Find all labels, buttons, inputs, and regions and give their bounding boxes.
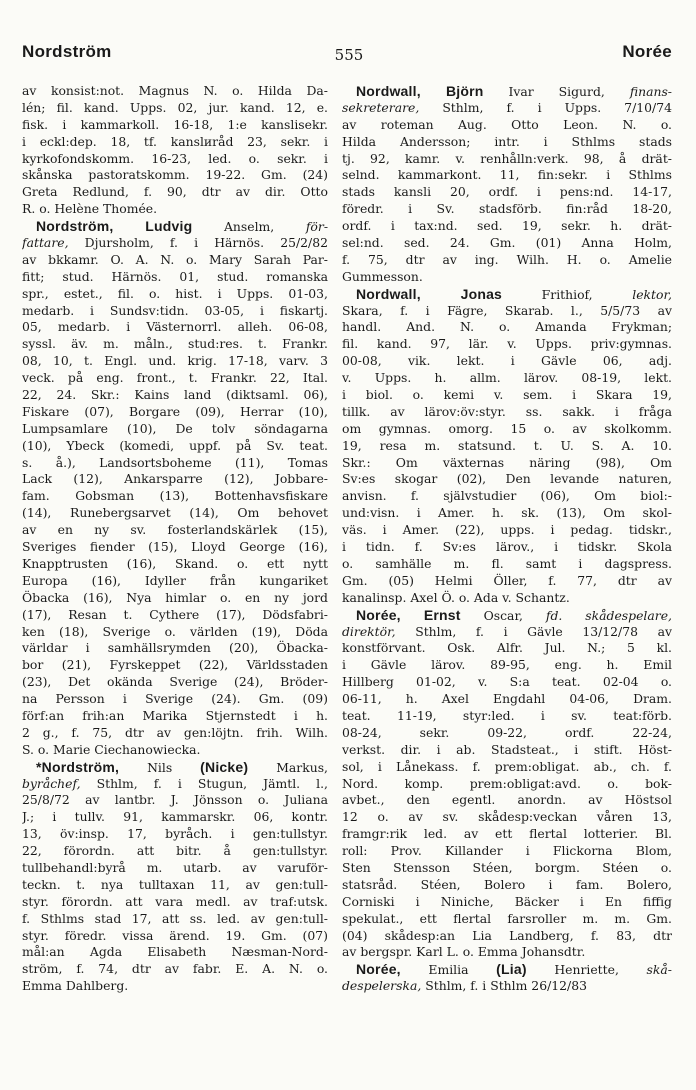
text-line [22, 370, 328, 387]
line-text: 05, medarb. i Västernorrl. alleh. 06-08, [22, 319, 328, 335]
text-line [22, 83, 328, 100]
line-text: lén; fil. kand. Upps. 02, jur. kand. 12, e. [22, 99, 328, 115]
line-text: Frithiof, [502, 286, 633, 302]
text-line [342, 691, 672, 708]
entry-name: Nordwall, Jonas [356, 285, 503, 302]
line-text: mål:an Agda Elisabeth Næsman-Nord- [22, 944, 328, 960]
text-line [22, 911, 328, 928]
text-line [342, 488, 672, 505]
left-column [22, 83, 328, 995]
line-text: (04) skådesp:an Lia Landberg, f. 83, dtr [342, 927, 672, 943]
text-line [342, 522, 672, 539]
text-line [22, 944, 328, 961]
running-head-left: Nordström [22, 42, 112, 61]
line-text: Gummesson. [342, 268, 423, 284]
occupation-italic: direktör, [342, 623, 396, 639]
entry-name: Norée, [356, 961, 401, 978]
text-line [22, 624, 328, 641]
line-text: i tidn. f. Sv:es lärov., i tidskr. Skola [342, 539, 672, 555]
running-head-right: Norée [622, 42, 672, 61]
text-line [342, 269, 672, 286]
line-text: f. 75, dtr av ing. Wilh. H. o. Amelie [342, 251, 672, 267]
text-line [342, 387, 672, 404]
line-text: fam. Gobsman (13), Bottenhavsfiskare [22, 488, 328, 504]
line-text: verkst. dir. i ab. Stadsteat., i stift. Höst- [342, 741, 672, 757]
line-text: s. å.), Landsortsboheme (11), Tomas [22, 454, 328, 470]
line-text: teckn. t. nya tulltaxan 11, av gen:tull- [22, 876, 328, 892]
text-line [22, 961, 328, 978]
entry-heading-line [342, 286, 672, 303]
occupation-italic: sekreterare, [342, 99, 420, 115]
line-text: av roteman Aug. Otto Leon. N. o. [342, 116, 672, 132]
line-text: Lack (12), Ankarsparre (12), Jobbare- [22, 471, 328, 487]
text-line [22, 877, 328, 894]
line-text: Greta Redlund, f. 90, dtr av dir. Otto [22, 184, 328, 200]
line-text: teat. 11-19, styr:led. i sv. teat:förb. [342, 707, 672, 723]
entry-name: Nordwall, Björn [356, 83, 484, 99]
line-text: spr., estet., fil. o. hist. i Upps. 01-03, [22, 285, 328, 301]
text-line [22, 725, 328, 742]
text-line [342, 860, 672, 877]
line-text: i eckl:dep. 18, tf. kanslиråd 23, sekr. i [22, 133, 328, 149]
text-line [342, 505, 672, 522]
line-text: fitt; stud. Härnös. 01, stud. romanska [22, 268, 328, 284]
line-text: selnd. kammarkont. 11, fin:sekr. i Sthlms [342, 167, 672, 183]
line-text: Lumpsamlare (10), De tolv söndagarna [22, 420, 328, 436]
page-number: 555 [334, 46, 364, 64]
text-line [22, 573, 328, 590]
text-line [22, 252, 328, 269]
line-text: Sthlm, f. i Stugun, Jämtl. l., [80, 775, 328, 791]
right-column [342, 83, 672, 995]
line-text: Corniski i Niniche, Bäcker i En fiffig [342, 893, 672, 909]
line-text: ken (18), Sverige o. världen (19), Döda [22, 623, 328, 639]
line-text: J.; i tullv. 91, kammarskr. 06, kontr. [22, 809, 328, 825]
page-header [22, 42, 672, 68]
occupation-italic: fattare, [22, 235, 69, 251]
text-line [342, 742, 672, 759]
line-text: väs. i Amer. (22), upps. i pedag. tidskr., [342, 522, 672, 538]
text-line [342, 404, 672, 421]
line-text: konstförvant. Osk. Alfr. Jul. N.; 5 kl. [342, 640, 672, 656]
line-text: v. Upps. h. allm. lärov. 08-19, lekt. [342, 370, 672, 386]
text-line [22, 336, 328, 353]
text-line [342, 911, 672, 928]
text-line [22, 488, 328, 505]
text-line [22, 404, 328, 421]
entry-name: (Lia) [496, 961, 527, 978]
text-line [22, 607, 328, 624]
line-text: 25/8/72 av lantbr. J. Jönsson o. Juliana [22, 792, 328, 808]
line-text: Knapptrusten (16), Skand. o. ett nytt [22, 555, 328, 571]
line-text: fil. kand. 97, lär. v. Upps. priv:gymnas. [342, 336, 672, 352]
line-text: R. o. Helène Thomée. [22, 201, 158, 217]
text-line [22, 471, 328, 488]
line-text: tullbehandl:byrå m. utarb. av varuför- [22, 859, 328, 875]
text-line [22, 928, 328, 945]
line-text: Sveriges fiender (15), Lloyd George (16), [22, 539, 328, 555]
line-text: Anselm, [192, 219, 306, 235]
line-text: anvisn. f. självstudier (06), Om biol:- [342, 488, 672, 504]
text-line [22, 269, 328, 286]
text-line [22, 556, 328, 573]
text-line [342, 252, 672, 269]
occupation-italic: byråchef, [22, 775, 81, 791]
text-line [342, 928, 672, 945]
text-line [342, 438, 672, 455]
text-line [22, 117, 328, 134]
text-line [342, 792, 672, 809]
text-line [342, 471, 672, 488]
text-line [342, 877, 672, 894]
occupation-italic: lektor, [632, 286, 672, 302]
text-line [22, 303, 328, 320]
line-text: tj. 92, kamr. v. renhålln:verk. 98, å drät- [342, 150, 672, 166]
text-line [342, 218, 672, 235]
line-text: kanalinsp. Axel Ö. o. Ada v. Schantz. [342, 589, 570, 605]
line-text: Nils [119, 759, 201, 775]
text-line [22, 894, 328, 911]
line-text: sel:nd. sed. 24. Gm. (01) Anna Holm, [342, 235, 672, 251]
text-line [22, 809, 328, 826]
line-text: tillk. av lärov:öv:styr. ss. sakk. i fråga [342, 403, 672, 419]
text-line [342, 894, 672, 911]
entry-heading-line [22, 218, 328, 235]
entry-name: Ludvig [145, 218, 193, 235]
text-line [342, 556, 672, 573]
line-text: i biol. o. kemi v. sem. i Skara 19, [342, 387, 672, 403]
line-text: Sten Stensson Stéen, borgm. Stéen o. [342, 859, 672, 875]
line-text: Sthlm, f. i Gävle 13/12/78 av [395, 623, 672, 639]
text-line [342, 370, 672, 387]
text-line [342, 167, 672, 184]
text-line [342, 809, 672, 826]
line-text: Oscar, [460, 607, 546, 623]
line-text: 2 g., f. 75, dtr av gen:löjtn. frih. Wilh. [22, 724, 328, 740]
text-line [22, 353, 328, 370]
line-text: skånska pastoratskomm. 19-22. Gm. (24) [22, 167, 328, 183]
line-text: spekulat., ett flertal farsroller m. m. Gm. [342, 910, 672, 926]
text-line [22, 438, 328, 455]
text-line [22, 539, 328, 556]
line-text: förf:an frih:an Marika Stjernstedt i h. [22, 707, 328, 723]
text-line [22, 792, 328, 809]
text-line [342, 776, 672, 793]
text-line [22, 421, 328, 438]
line-text: na Persson i Sverige (24). Gm. (09) [22, 691, 328, 707]
line-text: fisk. i kammarkoll. 16-18, 1:e kanslisekr. [22, 116, 328, 132]
entry-heading-line [342, 83, 672, 100]
text-line [342, 303, 672, 320]
line-text: föredr. i Sv. stadsförb. fin:råd 18-20, [342, 201, 672, 217]
text-line [342, 725, 672, 742]
line-text: Hillberg 01-02, v. S:a teat. 02-04 o. [342, 674, 672, 690]
text-line [342, 151, 672, 168]
text-line [22, 522, 328, 539]
line-text: S. o. Marie Ciechanowiecka. [22, 741, 201, 757]
text-line [22, 235, 328, 252]
line-text: Nord. komp. prem:obligat:avd. o. bok- [342, 775, 672, 791]
entry-heading-line [342, 607, 672, 624]
line-text: (17), Resan t. Cythere (17), Dödsfabri- [22, 606, 328, 622]
text-line [342, 624, 672, 641]
line-text: styr. förordn. att vara medl. av traf:utsk. [22, 893, 328, 909]
text-line [22, 100, 328, 117]
line-text: av en ny sv. fosterlandskärlek (15), [22, 522, 328, 538]
text-line [342, 235, 672, 252]
text-line [342, 455, 672, 472]
line-text: handl. And. N. o. Amanda Frykman; [342, 319, 672, 335]
text-line [22, 708, 328, 725]
text-line [22, 387, 328, 404]
text-line [342, 590, 672, 607]
line-text: avbet., den egentl. anordn. av Höstsol [342, 792, 672, 808]
text-line [22, 151, 328, 168]
text-line [22, 978, 328, 995]
line-text: Öbacka (16), Nya himlar o. en ny jord [22, 589, 328, 605]
text-line [342, 657, 672, 674]
text-line [342, 100, 672, 117]
text-line [22, 319, 328, 336]
line-text: (10), Ybeck (komedi, uppf. på Sv. teat. [22, 437, 328, 453]
line-text: 00-08, vik. lekt. i Gävle 06, adj. [342, 353, 672, 369]
line-text: av bkkamr. O. A. N. o. Mary Sarah Par- [22, 251, 328, 267]
line-text: (23), Det okända Sverige (24), Bröder- [22, 674, 328, 690]
text-line [22, 843, 328, 860]
line-text: Skr.: Om växternas näring (98), Om [342, 454, 672, 470]
occupation-italic: för- [305, 219, 328, 235]
text-line [22, 455, 328, 472]
occupation-italic: fd. skådespelare, [545, 607, 672, 623]
text-line [22, 674, 328, 691]
line-text: ordf. i tax:nd. sed. 19, sekr. h. drät- [342, 218, 672, 234]
line-text: Ivar Sigurd, [483, 84, 630, 99]
line-text: bor (21), Fyrskeppet (22), Världsstaden [22, 657, 328, 673]
line-text: styr. föredr. vissa ärend. 19. Gm. (07) [22, 927, 328, 943]
line-text: syssl. äv. m. måln., stud:res. t. Frankr. [22, 336, 328, 352]
text-line [22, 776, 328, 793]
line-text: framgr:rik led. av ett flertal lotterier. Bl. [342, 826, 672, 842]
line-text: av konsist:not. Magnus N. o. Hilda Da- [22, 83, 328, 98]
text-line [342, 640, 672, 657]
line-text: i Gävle lärov. 89-95, eng. h. Emil [342, 657, 672, 673]
line-text: av bergspr. Karl L. o. Emma Johansdtr. [342, 944, 586, 960]
text-line [22, 657, 328, 674]
line-text: und:visn. i Amer. h. sk. (13), Om skol- [342, 505, 672, 521]
text-line [342, 826, 672, 843]
line-text: Sthlm, f. i Upps. 7/10/74 [419, 99, 672, 115]
line-text: 08-24, sekr. 09-22, ordf. 22-24, [342, 724, 672, 740]
text-line [342, 319, 672, 336]
line-text: sol, i Lånekass. f. prem:obligat. ab., ch. f. [342, 758, 672, 774]
entry-name: Nordström, [36, 218, 146, 235]
entry-heading-line [342, 961, 672, 978]
text-line [342, 421, 672, 438]
line-text: 22, 24. Skr.: Kains land (diktsaml. 06), [22, 387, 328, 403]
line-text: Sv:es skogar (02), Den levande naturen, [342, 471, 672, 487]
occupation-italic: skå- [646, 962, 672, 978]
entry-name: *Nordström, [36, 758, 120, 775]
text-line [342, 944, 672, 961]
line-text: Hilda Andersson; intr. i Sthlms stads [342, 133, 672, 149]
line-text: Europa (16), Idyller från kungariket [22, 572, 328, 588]
entry-heading-line [22, 759, 328, 776]
line-text: 12 o. av sv. skådesp:veckan våren 13, [342, 809, 672, 825]
line-text: Markus, [248, 759, 328, 775]
line-text: 08, 10, t. Engl. und. krig. 17-18, varv. 3 [22, 353, 328, 369]
text-line [342, 117, 672, 134]
line-text: ström, f. 74, dtr av fabr. E. A. N. o. [22, 961, 328, 977]
text-line [342, 759, 672, 776]
text-line [342, 134, 672, 151]
text-line [342, 336, 672, 353]
text-line [22, 167, 328, 184]
text-line [342, 978, 672, 995]
text-line [22, 742, 328, 759]
text-line [342, 184, 672, 201]
text-line [22, 826, 328, 843]
line-text: Emilia [400, 962, 497, 978]
text-line [22, 184, 328, 201]
line-text: roll: Prov. Killander i Flickorna Blom, [342, 843, 672, 859]
line-text: veck. på eng. front., t. Frankr. 22, Ital. [22, 370, 328, 386]
text-line [342, 674, 672, 691]
line-text: Djursholm, f. i Härnös. 25/2/82 [68, 235, 328, 251]
occupation-italic: finans- [629, 84, 672, 99]
line-text: medarb. i Sundsv:tidn. 03-05, i fiskartj. [22, 302, 328, 318]
line-text: kyrkofondskomm. 16-23, led. o. sekr. i [22, 150, 328, 166]
line-text: Gm. (05) Helmi Öller, f. 77, dtr av [342, 572, 672, 588]
text-line [22, 286, 328, 303]
line-text: om gymnas. omorg. 15 o. av skolkomm. [342, 420, 672, 436]
text-line [22, 134, 328, 151]
line-text: o. samhälle m. fl. samt i dagspress. [342, 555, 672, 571]
line-text: 22, förordn. att bitr. å gen:tullstyr. [22, 843, 328, 859]
line-text: 06-11, h. Axel Engdahl 04-06, Dram. [342, 691, 672, 707]
entry-name: (Nicke) [200, 758, 249, 775]
line-text: f. Sthlms stad 17, att ss. led. av gen:tull- [22, 910, 328, 926]
line-text: stads kansli 20, ordf. i pens:nd. 14-17, [342, 184, 672, 200]
line-text: 13, öv:insp. 17, byråch. i gen:tullstyr. [22, 826, 328, 842]
line-text: (14), Runebergsarvet (14), Om behovet [22, 505, 328, 521]
text-line [342, 708, 672, 725]
line-text: världar i samhällsrymden (20), Öbacka- [22, 640, 328, 656]
text-line [342, 539, 672, 556]
text-line [342, 573, 672, 590]
text-line [22, 201, 328, 218]
line-text: statsråd. Stéen, Bolero i fam. Bolero, [342, 876, 672, 892]
text-line [342, 353, 672, 370]
text-line [22, 590, 328, 607]
line-text: 19, resa m. statsund. t. U. S. A. 10. [342, 437, 672, 453]
occupation-italic: despelerska, [342, 978, 422, 994]
text-line [22, 505, 328, 522]
text-line [342, 843, 672, 860]
text-line [22, 640, 328, 657]
text-line [342, 201, 672, 218]
text-line [22, 860, 328, 877]
entry-name: Norée, Ernst [356, 606, 461, 623]
line-text: Henriette, [526, 962, 647, 978]
text-line [22, 691, 328, 708]
line-text: Emma Dahlberg. [22, 978, 129, 994]
line-text: Fiskare (07), Borgare (09), Herrar (10), [22, 403, 328, 419]
line-text: Sthlm, f. i Sthlm 26/12/83 [421, 978, 587, 994]
line-text: Skara, f. i Fägre, Skarab. l., 5/5/73 av [342, 302, 672, 318]
